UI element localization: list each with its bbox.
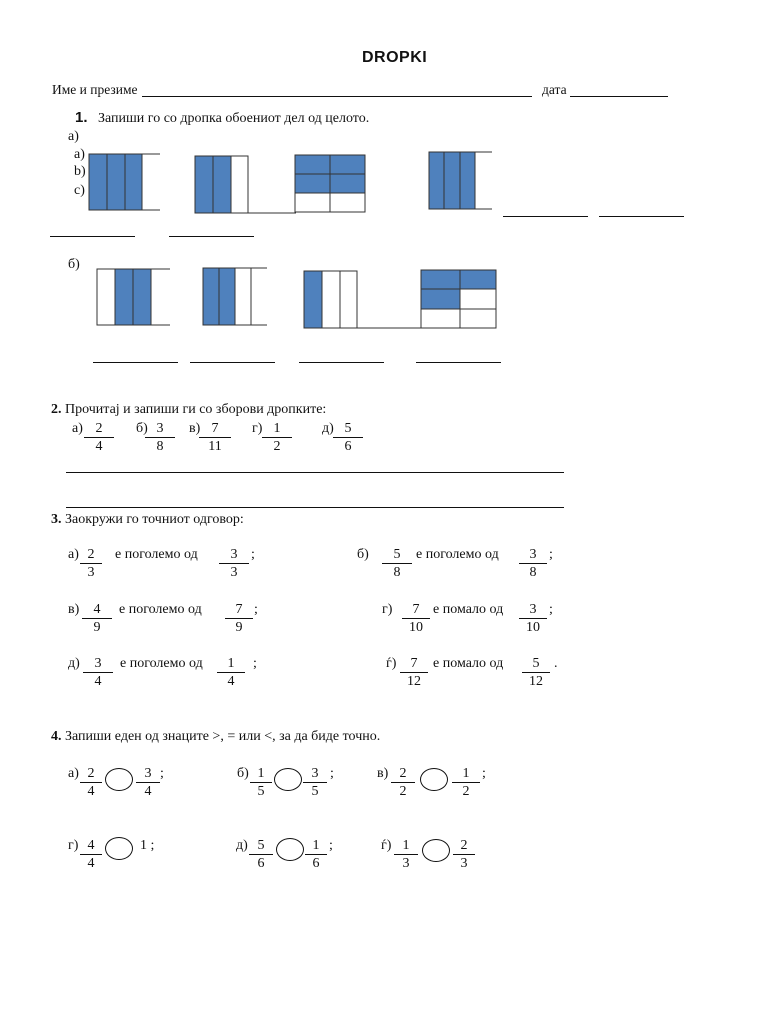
task3-f-fraction-2: $\frac{5}{12}$ bbox=[522, 656, 550, 690]
task4-f-fraction-1: $\frac{1}{3}$ bbox=[394, 838, 418, 872]
task4-heading bbox=[51, 729, 380, 745]
task2-fraction-d: $\frac{1}{2}$ bbox=[262, 421, 292, 455]
task1-sublabel-b: b) bbox=[74, 164, 86, 179]
task3-d-fraction-1: $\frac{7}{10}$ bbox=[402, 602, 430, 636]
task3-label-c: в) bbox=[68, 602, 80, 617]
task3-a-phrase: е поголемо од bbox=[115, 547, 198, 562]
task3-f-phrase: е помало од bbox=[433, 656, 504, 671]
task1-sublabel-a: a) bbox=[74, 147, 85, 162]
task3-label-b: б) bbox=[357, 547, 369, 562]
task4-text: Запиши еден од знаците >, = или <, за да биде точно. bbox=[65, 729, 381, 744]
answer-blank-a4[interactable] bbox=[169, 236, 254, 237]
task2-fraction-a: $\frac{2}{4}$ bbox=[84, 421, 114, 455]
task2-number: 2. bbox=[51, 402, 62, 417]
task4-f-answer-circle[interactable] bbox=[422, 839, 450, 862]
task2-fraction-e: $\frac{5}{6}$ bbox=[333, 421, 363, 455]
name-label: Име и презиме bbox=[52, 82, 138, 97]
task3-heading bbox=[51, 512, 244, 528]
task4-a-end: ; bbox=[160, 766, 164, 781]
task4-label-f: ѓ) bbox=[381, 838, 392, 853]
shape-b1 bbox=[97, 269, 170, 325]
answer-blank-a2[interactable] bbox=[599, 216, 684, 217]
shape-b3 bbox=[304, 271, 421, 328]
task3-f-fraction-1: $\frac{7}{12}$ bbox=[400, 656, 428, 690]
answer-blank-b2[interactable] bbox=[190, 362, 275, 363]
task4-number: 4. bbox=[51, 729, 62, 744]
task1-label-b: б) bbox=[68, 257, 80, 272]
task3-f-end: . bbox=[554, 656, 558, 671]
task3-label-a: а) bbox=[68, 547, 79, 562]
answer-blank-a1[interactable] bbox=[503, 216, 588, 217]
task4-label-a: а) bbox=[68, 766, 79, 781]
task3-a-fraction-2: $\frac{3}{3}$ bbox=[219, 547, 249, 581]
task4-c-fraction-1: $\frac{2}{2}$ bbox=[391, 766, 415, 800]
shape-b2 bbox=[203, 268, 267, 325]
task4-label-b: б) bbox=[237, 766, 249, 781]
task3-number: 3. bbox=[51, 512, 62, 527]
task3-label-e: д) bbox=[68, 656, 80, 671]
shape-a3 bbox=[295, 155, 365, 212]
task4-label-d: г) bbox=[68, 838, 79, 853]
task2-answer-line-2[interactable] bbox=[66, 507, 564, 508]
task4-d-fraction-1: $\frac{4}{4}$ bbox=[80, 838, 102, 872]
date-label: дата bbox=[542, 82, 567, 97]
task2-label-c: в) bbox=[189, 421, 201, 436]
task2-answer-line-1[interactable] bbox=[66, 472, 564, 473]
task4-c-end: ; bbox=[482, 766, 486, 781]
task3-label-f: ѓ) bbox=[386, 656, 397, 671]
task3-c-fraction-1: $\frac{4}{9}$ bbox=[82, 602, 112, 636]
task3-c-fraction-2: $\frac{7}{9}$ bbox=[225, 602, 253, 636]
task1-text: Запиши го со дропка обоениот дел од целото. bbox=[98, 111, 370, 126]
task2-label-b: б) bbox=[136, 421, 148, 436]
task3-e-phrase: е поголемо од bbox=[120, 656, 203, 671]
task4-d-answer-circle[interactable] bbox=[105, 837, 133, 860]
task4-a-answer-circle[interactable] bbox=[105, 768, 133, 791]
shape-a2 bbox=[195, 156, 296, 213]
shape-a4 bbox=[429, 152, 492, 209]
task1-label-a: а) bbox=[68, 129, 79, 144]
task3-d-fraction-2: $\frac{3}{10}$ bbox=[519, 602, 547, 636]
task4-e-end: ; bbox=[329, 838, 333, 853]
task1-number: 1. bbox=[75, 109, 88, 126]
task4-b-fraction-1: $\frac{1}{5}$ bbox=[250, 766, 272, 800]
answer-blank-b4[interactable] bbox=[416, 362, 501, 363]
task2-label-e: д) bbox=[322, 421, 334, 436]
task2-label-d: г) bbox=[252, 421, 263, 436]
task4-c-answer-circle[interactable] bbox=[420, 768, 448, 791]
task1-sublabel-c: c) bbox=[74, 183, 85, 198]
task4-a-fraction-2: $\frac{3}{4}$ bbox=[136, 766, 160, 800]
task4-b-answer-circle[interactable] bbox=[274, 768, 302, 791]
task3-b-fraction-1: $\frac{5}{8}$ bbox=[382, 547, 412, 581]
task2-fraction-b: $\frac{3}{8}$ bbox=[145, 421, 175, 455]
task2-fraction-c: $\frac{7}{11}$ bbox=[199, 421, 231, 455]
task4-e-fraction-2: $\frac{1}{6}$ bbox=[305, 838, 327, 872]
task3-a-fraction-1: $\frac{2}{3}$ bbox=[80, 547, 102, 581]
task3-e-fraction-1: $\frac{3}{4}$ bbox=[83, 656, 113, 690]
answer-blank-a3[interactable] bbox=[50, 236, 135, 237]
shape-b4 bbox=[421, 270, 496, 328]
task4-label-c: в) bbox=[377, 766, 389, 781]
task3-text: Заокружи го точниот одговор: bbox=[65, 512, 244, 527]
task3-d-end: ; bbox=[549, 602, 553, 617]
task4-c-fraction-2: $\frac{1}{2}$ bbox=[452, 766, 480, 800]
page-title: DROPKI bbox=[362, 49, 428, 66]
task2-text: Прочитај и запиши ги со зборови дропките: bbox=[65, 402, 327, 417]
task2-label-a: а) bbox=[72, 421, 83, 436]
shape-a1 bbox=[89, 154, 160, 210]
task3-e-end: ; bbox=[253, 656, 257, 671]
task4-label-e: д) bbox=[236, 838, 248, 853]
task2-heading bbox=[51, 402, 326, 418]
task4-a-fraction-1: $\frac{2}{4}$ bbox=[80, 766, 102, 800]
task3-d-phrase: е помало од bbox=[433, 602, 504, 617]
task4-d-whole: 1 ; bbox=[140, 838, 155, 853]
task4-b-fraction-2: $\frac{3}{5}$ bbox=[303, 766, 327, 800]
task3-a-end: ; bbox=[251, 547, 255, 562]
answer-blank-b3[interactable] bbox=[299, 362, 384, 363]
task3-e-fraction-2: $\frac{1}{4}$ bbox=[217, 656, 245, 690]
task3-label-d: г) bbox=[382, 602, 393, 617]
task4-b-end: ; bbox=[330, 766, 334, 781]
task3-b-end: ; bbox=[549, 547, 553, 562]
task3-b-phrase: е поголемо од bbox=[416, 547, 499, 562]
answer-blank-b1[interactable] bbox=[93, 362, 178, 363]
task3-b-fraction-2: $\frac{3}{8}$ bbox=[519, 547, 547, 581]
task4-f-fraction-2: $\frac{2}{3}$ bbox=[453, 838, 475, 872]
task4-e-fraction-1: $\frac{5}{6}$ bbox=[249, 838, 273, 872]
task4-e-answer-circle[interactable] bbox=[276, 838, 304, 861]
task3-c-phrase: е поголемо од bbox=[119, 602, 202, 617]
task3-c-end: ; bbox=[254, 602, 258, 617]
